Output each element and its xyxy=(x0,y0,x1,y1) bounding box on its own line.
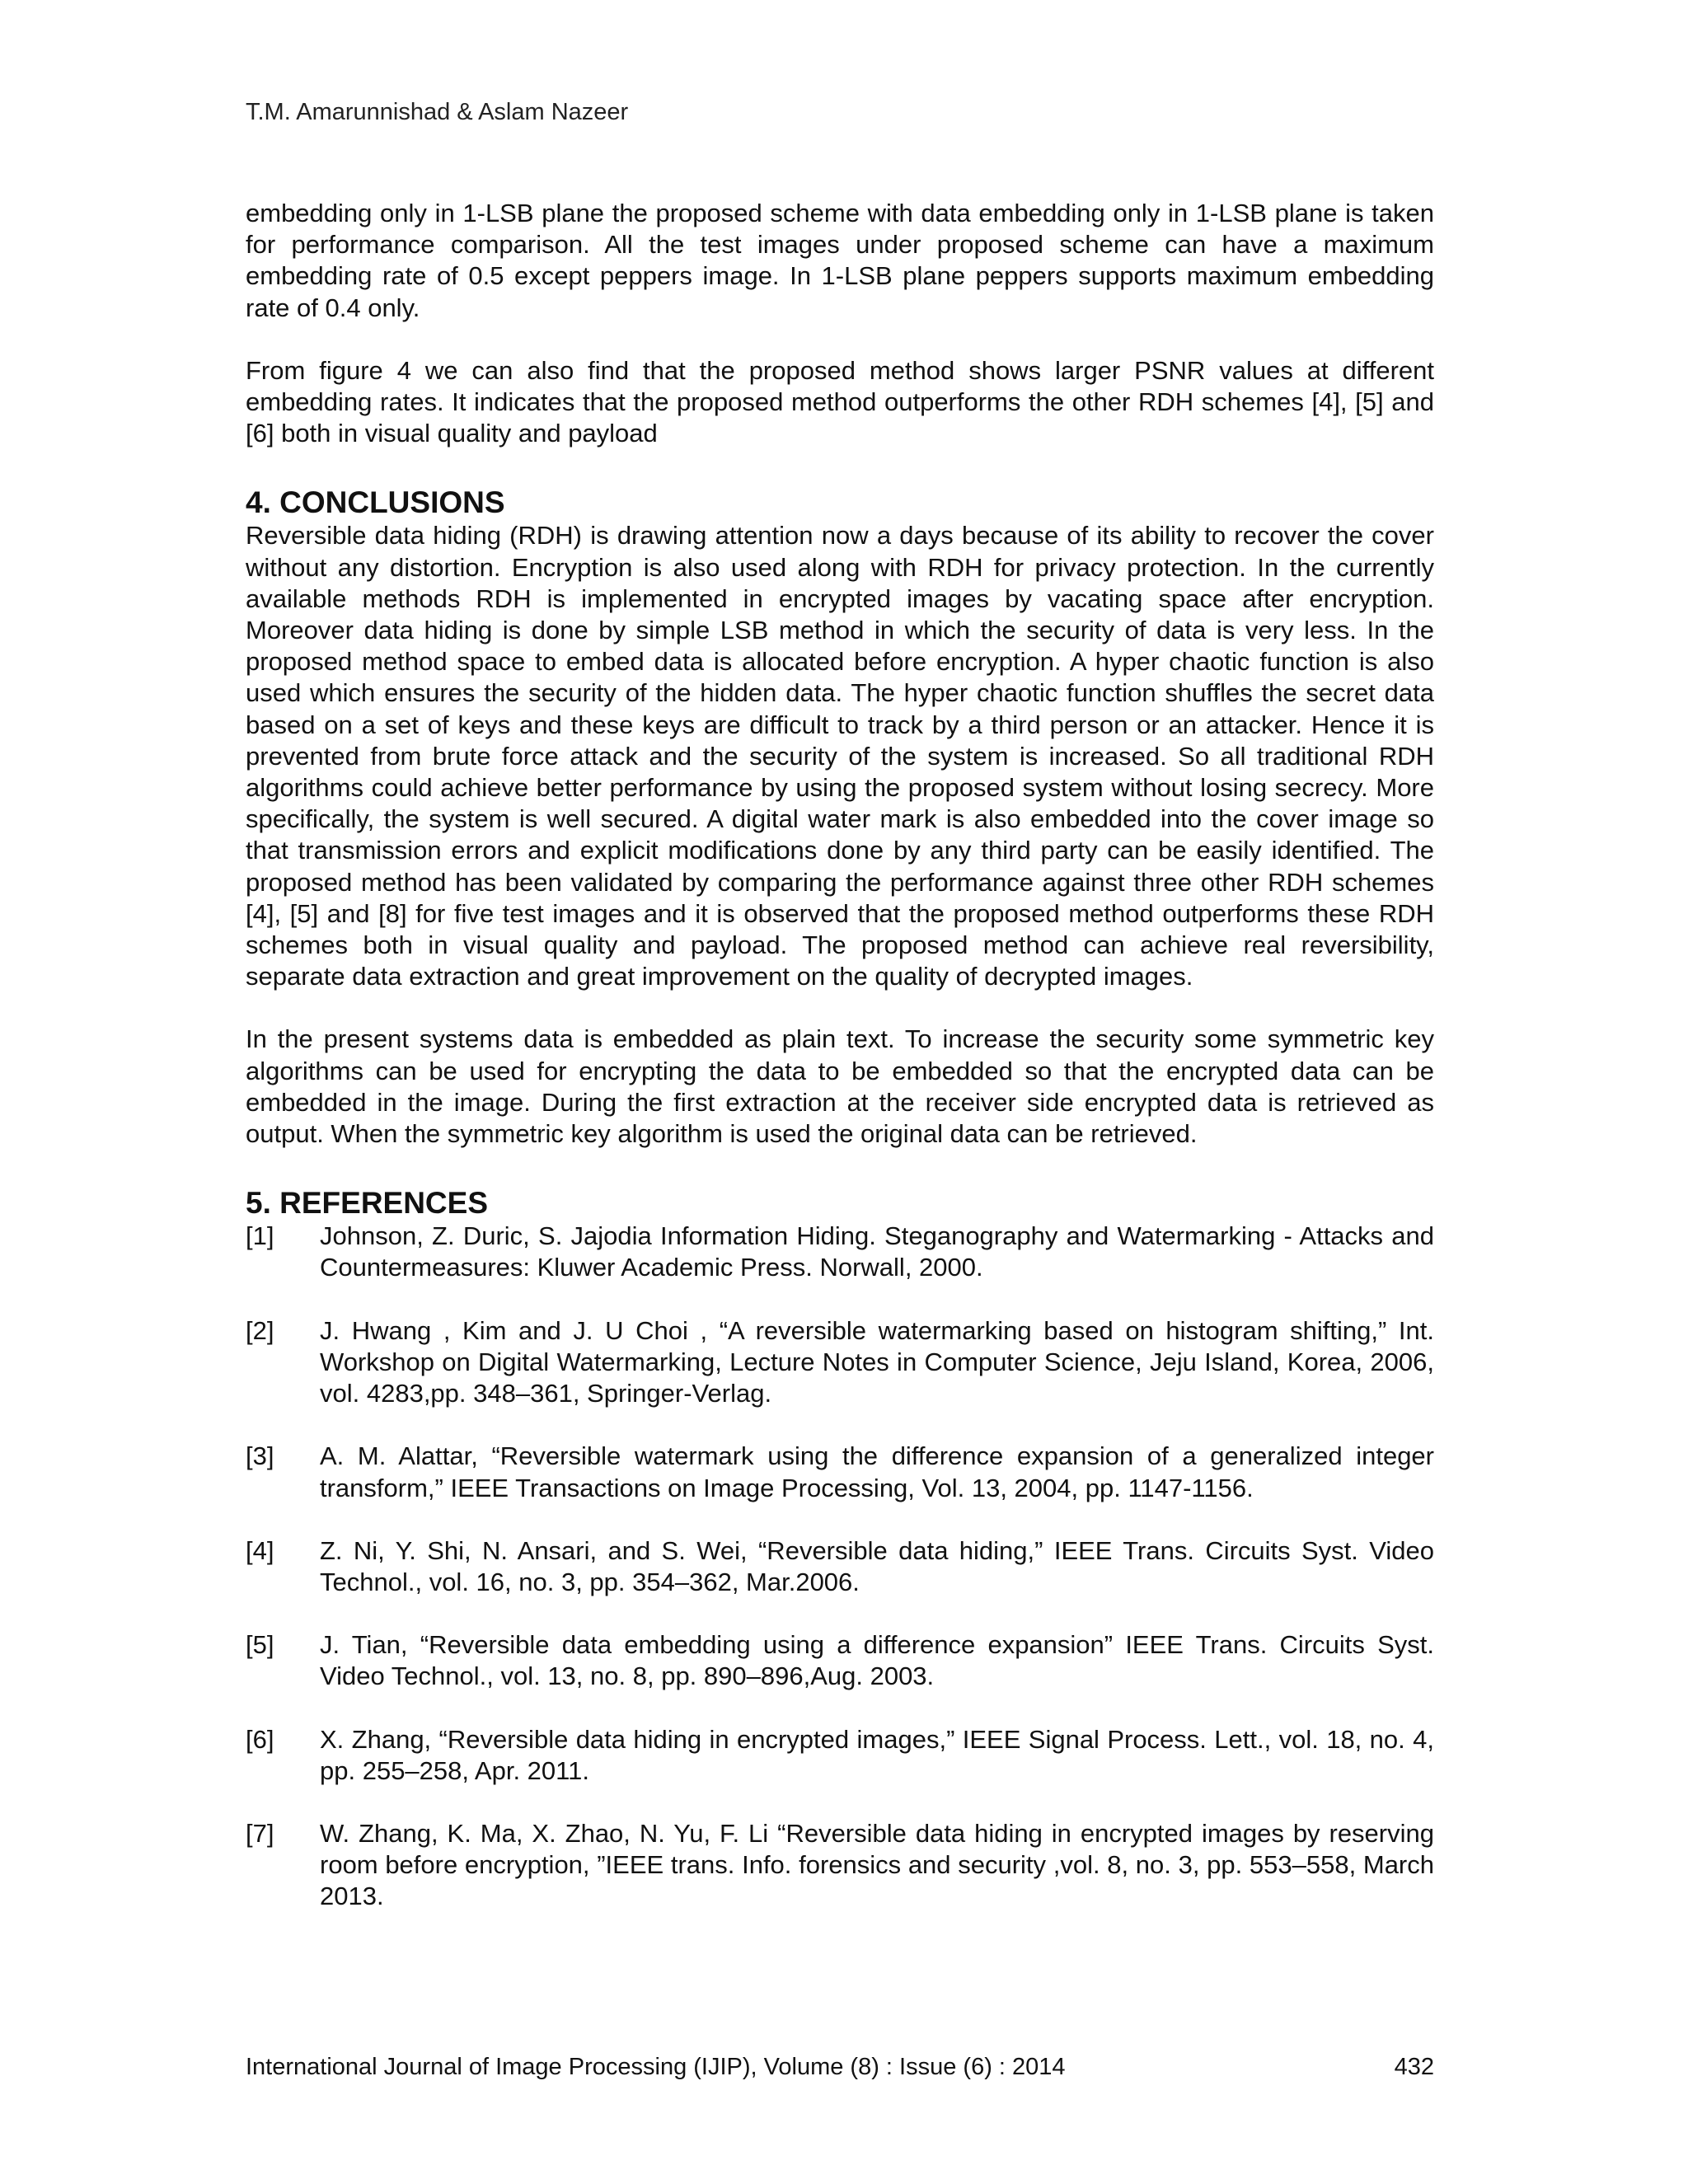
main-content xyxy=(246,198,1434,1913)
reference-text: J. Tian, “Reversible data embedding using a difference expansion” IEEE Trans. Circuits Syst. Video Technol., vol. 13, no. 8, pp. 890–896,Aug. 2003. xyxy=(320,1630,1434,1691)
body-paragraph: embedding only in 1-LSB plane the proposed scheme with data embedding only in 1-LSB plane is taken for performance comparison. All the test images under proposed scheme can have a maximum embedding rate of 0.5 except peppers image. In 1-LSB plane peppers supports maximum embedding rate of 0.4 only. xyxy=(246,199,1434,322)
reference-item xyxy=(246,1221,1434,1283)
reference-item xyxy=(246,1629,1434,1692)
footer-journal-citation: International Journal of Image Processing (IJIP), Volume (8) : Issue (6) : 2014 xyxy=(246,2054,1066,2080)
reference-number: [5] xyxy=(246,1630,274,1660)
reference-item xyxy=(246,1535,1434,1598)
running-header-authors: T.M. Amarunnishad & Aslam Nazeer xyxy=(246,99,629,125)
reference-text: Z. Ni, Y. Shi, N. Ansari, and S. Wei, “Reversible data hiding,” IEEE Trans. Circuits Syst. Video Technol., vol. 16, no. 3, pp. 354–362, Mar.2006. xyxy=(320,1535,1434,1596)
conclusions-paragraph: Reversible data hiding (RDH) is drawing attention now a days because of its ability to recover the cover without any distortion. Encryption is also used along with RDH for privacy protection. In the currently available methods RDH is implemented in encrypted images by vacating space after encryption. Moreover data hiding is done by simple LSB method in which the security of data is very less. In the proposed method space to embed data is allocated before encryption. A hyper chaotic function is also used which ensures the security of the hidden data. The hyper chaotic function shuffles the secret data based on a set of keys and these keys are difficult to track by a third person or an attacker. Hence it is prevented from brute force attack and the security of the system is increased. So all traditional RDH algorithms could achieve better performance by using the proposed system without losing secrecy. More specifically, the system is well secured. A digital water mark is also embedded into the cover image so that transmission errors and explicit modifications done by any third party can be easily identified. The proposed method has been validated by comparing the performance against three other RDH schemes [4], [5] and [8] for five test images and it is observed that the proposed method outperforms these RDH schemes both in visual quality and payload. The proposed method can achieve real reversibility, separate data extraction and great improvement on the quality of decrypted images. xyxy=(246,521,1434,991)
reference-list xyxy=(246,1221,1434,1912)
reference-item xyxy=(246,1441,1434,1503)
reference-number: [4] xyxy=(246,1535,274,1565)
section-heading-references: 5. REFERENCES xyxy=(246,1186,489,1221)
reference-item xyxy=(246,1724,1434,1787)
reference-number: [7] xyxy=(246,1818,274,1848)
footer-page-number: 432 xyxy=(1394,2054,1434,2080)
reference-text: J. Hwang , Kim and J. U Choi , “A reversible watermarking based on histogram shifting,” Int. Workshop on Digital Watermarking, Lecture Notes in Computer Science, Jeju Island, Korea, 2006, vol. 4283,pp. 348–361, Springer-Verlag. xyxy=(320,1315,1434,1408)
reference-text: Johnson, Z. Duric, S. Jajodia Information Hiding. Steganography and Watermarking - Attacks and Countermeasures: Kluwer Academic Press. Norwall, 2000. xyxy=(320,1221,1434,1282)
reference-item xyxy=(246,1315,1434,1410)
reference-number: [6] xyxy=(246,1724,274,1754)
body-paragraph: From figure 4 we can also find that the proposed method shows larger PSNR values at different embedding rates. It indicates that the proposed method outperforms the other RDH schemes [4], [5] and [6] both in visual quality and payload xyxy=(246,355,1434,448)
reference-text: A. M. Alattar, “Reversible watermark using the difference expansion of a generalized integer transform,” IEEE Transactions on Image Processing, Vol. 13, 2004, pp. 1147-1156. xyxy=(320,1441,1434,1502)
section-heading-conclusions: 4. CONCLUSIONS xyxy=(246,485,505,520)
reference-number: [3] xyxy=(246,1441,274,1471)
reference-text: X. Zhang, “Reversible data hiding in encrypted images,” IEEE Signal Process. Lett., vol. 18, no. 4, pp. 255–258, Apr. 2011. xyxy=(320,1724,1434,1785)
conclusions-paragraph: In the present systems data is embedded as plain text. To increase the security some symmetric key algorithms can be used for encrypting the data to be embedded so that the encrypted data can be embedded in the image. During the first extraction at the receiver side encrypted data is retrieved as output. When the symmetric key algorithm is used the original data can be retrieved. xyxy=(246,1024,1434,1149)
reference-item xyxy=(246,1818,1434,1913)
reference-text: W. Zhang, K. Ma, X. Zhao, N. Yu, F. Li “Reversible data hiding in encrypted images by reserving room before encryption, ”IEEE trans. Info. forensics and security ,vol. 8, no. 3, pp. 553–558, March 2013. xyxy=(320,1818,1434,1911)
reference-number: [2] xyxy=(246,1315,274,1345)
reference-number: [1] xyxy=(246,1221,274,1251)
